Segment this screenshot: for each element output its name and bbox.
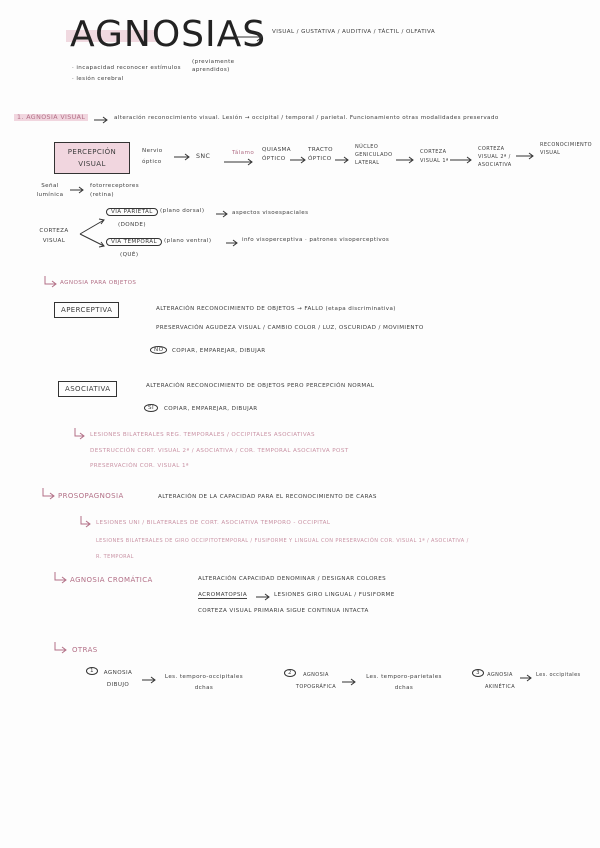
prosopagnosia-les1: LESIONES UNI / BILATERALES DE CORT. ASOCIATIVA TEMPORO - OCCIPITAL <box>96 520 331 526</box>
otras-item1-num: 1 <box>86 667 98 675</box>
via-temporal-note: (plano ventral) <box>164 238 212 244</box>
corteza-visual-label: CORTEZA VISUAL <box>39 228 69 244</box>
cromatica-desc: ALTERACIÓN CAPACIDAD DENOMINAR / DESIGNAR COLORES <box>198 576 387 582</box>
visual-definition: alteración reconocimiento visual. Lesión → occipital / temporal / parietal. Funcionamiento otras modalidades preservado <box>114 115 499 121</box>
otras-item3-label: AGNOSIA AKINÉTICA <box>484 672 516 690</box>
corteza-branch <box>78 216 108 252</box>
otras-item1-label: AGNOSIA DIBUJO <box>103 670 133 688</box>
cromatica-heading: AGNOSIA CROMÁTICA <box>70 576 153 584</box>
title-arrow <box>236 32 266 42</box>
otras-item3-num: 3 <box>472 669 484 677</box>
lesiones-hook-arrow <box>72 428 88 440</box>
prosopagnosia-heading: PROSOPAGNOSIA <box>58 492 124 500</box>
otras-hook-arrow <box>52 642 70 654</box>
via-parietal-arrow <box>216 210 230 218</box>
via-temporal: VÍA TEMPORAL <box>106 238 162 246</box>
otras-item1-desc: Les. temporo-occipitales dchas <box>164 674 244 691</box>
title-types: VISUAL / GUSTATIVA / AUDITIVA / TÁCTIL / OLFATIVA <box>272 29 436 35</box>
acromatopsia-arrow <box>256 593 272 601</box>
prosopagnosia-desc: ALTERACIÓN DE LA CAPACIDAD PARA EL RECONOCIMIENTO DE CARAS <box>158 494 377 500</box>
objetos-heading: AGNOSIA PARA OBJETOS <box>60 280 137 286</box>
otras-item3-arrow <box>520 674 534 682</box>
via-parietal: VÍA PARIETAL <box>106 208 158 216</box>
flow-corteza2: CORTEZA VISUAL 2ª / ASOCIATIVA <box>478 146 512 168</box>
via-temporal-abbr: (QUÉ) <box>120 252 139 258</box>
senal-luminica: Señal lumínica <box>36 183 64 198</box>
aperceptiva-box: APERCEPTIVA <box>54 302 119 318</box>
via-parietal-abbr: (DONDE) <box>118 222 146 228</box>
acromatopsia-label: ACROMATOPSIA <box>198 592 248 598</box>
flow-nucleo: NÚCLEO GENICULADO LATERAL <box>355 144 393 166</box>
lesiones-line2: DESTRUCCIÓN CORT. VISUAL 2ª / ASOCIATIVA / COR. TEMPORAL ASOCIATIVA POST <box>90 448 349 454</box>
lesiones-line3: PRESERVACIÓN COR. VISUAL 1ª <box>90 463 189 469</box>
otras-item3-desc: Les. occipitales <box>536 672 581 678</box>
flow-tracto: TRACTO ÓPTICO <box>308 147 333 162</box>
asociativa-badge: SÍ <box>144 404 158 412</box>
prosopagnosia-hook-arrow <box>40 488 58 500</box>
flow-arrow-3 <box>290 156 308 164</box>
flow-nervio: Nervio óptico <box>142 148 163 165</box>
flow-corteza1: CORTEZA VISUAL 1ª <box>420 149 449 164</box>
otras-item2-label: AGNOSIA TOPOGRÁFICA <box>295 672 337 690</box>
asociativa-box: ASOCIATIVA <box>58 381 117 397</box>
prosopagnosia-les-arrow <box>78 516 94 528</box>
cromatica-corteza: CORTEZA VISUAL PRIMARIA SIGUE CONTINUA INTACTA <box>198 608 369 614</box>
via-parietal-note: (plano dorsal) <box>160 208 205 214</box>
intro-line1: · incapacidad reconocer estímulos <box>72 65 181 71</box>
visual-heading: 1. AGNOSIA VISUAL <box>14 114 88 121</box>
flow-arrow-5 <box>396 156 416 164</box>
objetos-hook-arrow <box>42 276 60 288</box>
flow-arrow-6 <box>450 156 474 164</box>
otras-item2-desc: Les. temporo-parietales dchas <box>366 674 442 691</box>
flow-snc: SNC <box>196 153 211 160</box>
page-title: AGNOSIAS <box>70 14 267 55</box>
flow-arrow-2 <box>224 158 256 166</box>
prosopagnosia-les3: R. TEMPORAL <box>96 554 134 560</box>
flow-arrow-4 <box>335 156 351 164</box>
otras-heading: OTRAS <box>72 646 98 654</box>
senal-arrow <box>70 186 86 194</box>
flow-arrow-7 <box>516 152 536 160</box>
flow-arrow-1 <box>174 153 192 161</box>
via-parietal-desc: aspectos visoespaciales <box>232 210 309 216</box>
aperceptiva-line1: ALTERACIÓN RECONOCIMIENTO DE OBJETOS → FALLO (etapa discriminativa) <box>156 306 396 312</box>
prosopagnosia-les2: LESIONES BILATERALES DE GIRO OCCIPITOTEMPORAL / FUSIFORME Y LINGUAL CON PRESERVACIÓN COR. VISUAL 1ª / ASOCIATIVA / <box>96 538 469 544</box>
asociativa-line2: COPIAR, EMPAREJAR, DIBUJAR <box>164 406 258 412</box>
lesiones-line1: LESIONES BILATERALES REG. TEMPORALES / OCCIPITALES ASOCIATIVAS <box>90 432 315 438</box>
intro-line1-note: (previamente aprendidos) <box>192 59 235 73</box>
aperceptiva-line3: COPIAR, EMPAREJAR, DIBUJAR <box>172 348 266 354</box>
otras-item2-arrow <box>342 678 358 686</box>
via-temporal-arrow <box>226 239 240 247</box>
flow-reconocimiento: RECONOCIMIENTO VISUAL <box>540 142 592 156</box>
aperceptiva-line2: PRESERVACIÓN AGUDEZA VISUAL / CAMBIO COLOR / LUZ, OSCURIDAD / MOVIMIENTO <box>156 325 424 331</box>
flow-talamo: Tálamo <box>232 150 255 156</box>
otras-item1-arrow <box>142 676 158 684</box>
visual-heading-arrow <box>94 116 110 124</box>
intro-line2: · lesión cerebral <box>72 76 124 82</box>
acromatopsia-desc: LESIONES GIRO LINGUAL / FUSIFORME <box>274 592 395 598</box>
aperceptiva-badge: NO <box>150 346 167 354</box>
asociativa-line1: ALTERACIÓN RECONOCIMIENTO DE OBJETOS PERO PERCEPCIÓN NORMAL <box>146 383 375 389</box>
cromatica-hook-arrow <box>52 572 70 584</box>
percepcion-visual-box: PERCEPCIÓN VISUAL <box>54 142 130 174</box>
via-temporal-desc: info visoperceptiva · patrones visoperceptivos <box>242 237 390 243</box>
otras-item2-num: 2 <box>284 669 296 677</box>
fotorreceptores: fotorreceptores (retina) <box>90 183 140 198</box>
flow-quiasma: QUIASMA ÓPTICO <box>262 147 291 162</box>
